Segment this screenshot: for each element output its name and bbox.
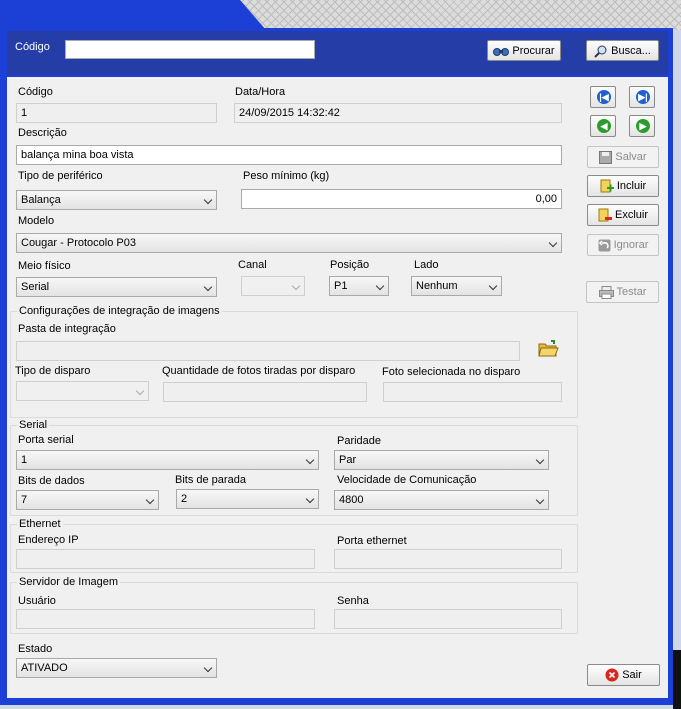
estado-label: Estado — [18, 643, 53, 655]
qtd-field[interactable] — [163, 382, 367, 402]
senha-field[interactable] — [334, 609, 562, 629]
undo-icon — [598, 239, 611, 252]
porta-ethernet-field[interactable] — [334, 549, 562, 569]
pasta-label: Pasta de integração — [18, 323, 116, 335]
servidor-group-title: Servidor de Imagem — [19, 576, 119, 588]
posicao-select[interactable] — [329, 276, 389, 296]
window-title-bar — [0, 0, 266, 30]
excluir-button[interactable] — [587, 204, 659, 226]
estado-value: ATIVADO — [21, 662, 68, 674]
chevron-down-icon — [146, 496, 154, 504]
chevron-down-icon — [376, 282, 384, 290]
chevron-down-icon — [306, 495, 314, 503]
porta-ethernet-label: Porta ethernet — [337, 535, 407, 547]
search-codigo-label: Código — [15, 41, 50, 53]
velocidade-select[interactable] — [334, 490, 549, 510]
bits-dados-select[interactable] — [16, 490, 159, 510]
busca-label: Busca... — [611, 44, 651, 57]
search-codigo-input[interactable] — [65, 40, 315, 59]
next-record-icon: ▶ — [636, 119, 650, 133]
previous-record-button[interactable] — [590, 115, 616, 137]
last-record-button[interactable] — [629, 86, 655, 108]
ignorar-button[interactable] — [587, 234, 659, 256]
usuario-label: Usuário — [18, 595, 56, 607]
chevron-down-icon — [204, 196, 212, 204]
chevron-down-icon — [306, 456, 314, 464]
posicao-value: P1 — [334, 280, 348, 292]
serial-group-title: Serial — [19, 419, 48, 431]
chevron-down-icon — [292, 282, 300, 290]
posicao-label: Posição — [330, 259, 370, 271]
porta-serial-label: Porta serial — [18, 434, 74, 446]
add-document-icon — [600, 179, 614, 194]
floppy-disk-icon — [599, 151, 612, 164]
lado-label: Lado — [414, 259, 439, 271]
canal-label: Canal — [238, 259, 267, 271]
senha-label: Senha — [337, 595, 369, 607]
foto-label: Foto selecionada no disparo — [382, 366, 521, 378]
delete-document-icon — [598, 208, 612, 223]
modelo-select[interactable] — [16, 233, 562, 253]
ethernet-group-title: Ethernet — [19, 518, 61, 530]
first-record-icon: |◀ — [597, 90, 611, 104]
next-record-button[interactable] — [629, 115, 655, 137]
chevron-down-icon — [549, 239, 557, 247]
chevron-down-icon — [204, 283, 212, 291]
previous-record-icon: ◀ — [597, 119, 611, 133]
modelo-label: Modelo — [18, 215, 55, 227]
salvar-button[interactable] — [587, 146, 659, 168]
sair-button[interactable] — [587, 664, 660, 686]
disparo-select[interactable] — [16, 381, 149, 401]
open-folder-icon — [537, 339, 559, 359]
meio-value: Serial — [21, 281, 50, 293]
chevron-down-icon — [536, 456, 544, 464]
lado-select[interactable] — [411, 276, 502, 296]
chevron-down-icon — [136, 387, 144, 395]
imagens-group-title: Configurações de integração de imagens — [19, 305, 220, 317]
modelo-value: Cougar - Protocolo P03 — [21, 237, 136, 249]
descricao-label: Descrição — [18, 127, 67, 139]
bits-parada-label: Bits de parada — [175, 474, 246, 486]
bits-dados-label: Bits de dados — [18, 475, 85, 487]
qtd-label: Quantidade de fotos tiradas por disparo — [162, 365, 356, 377]
paridade-label: Paridade — [337, 435, 382, 447]
bits-parada-value: 2 — [181, 493, 188, 505]
ip-label: Endereço IP — [18, 534, 79, 546]
ignorar-label: Ignorar — [613, 239, 649, 251]
procurar-label: Procurar — [512, 44, 555, 57]
last-record-icon: ▶| — [636, 90, 650, 104]
datahora-field[interactable]: 24/09/2015 14:32:42 — [234, 103, 562, 123]
codigo-field[interactable]: 1 — [16, 103, 217, 123]
velocidade-value: 4800 — [339, 494, 364, 506]
bits-dados-value: 7 — [21, 494, 28, 506]
tipo-label: Tipo de periférico — [18, 170, 103, 182]
desktop-taskbar-strip — [673, 650, 681, 709]
descricao-field[interactable]: balança mina boa vista — [16, 145, 562, 165]
lado-value: Nenhum — [416, 280, 458, 292]
magnifier-icon — [594, 44, 608, 58]
pasta-field[interactable] — [16, 341, 520, 361]
chevron-down-icon — [536, 496, 544, 504]
datahora-label: Data/Hora — [235, 86, 286, 98]
printer-icon — [599, 286, 614, 299]
background-pattern — [235, 0, 681, 30]
porta-serial-value: 1 — [21, 454, 28, 466]
busca-button[interactable] — [586, 40, 659, 61]
foto-field[interactable] — [383, 382, 562, 402]
testar-label: Testar — [616, 286, 647, 298]
tipo-value: Balança — [21, 194, 61, 206]
peso-label: Peso mínimo (kg) — [243, 170, 330, 182]
incluir-label: Incluir — [616, 180, 647, 192]
testar-button[interactable] — [586, 281, 659, 303]
disparo-label: Tipo de disparo — [15, 365, 91, 377]
paridade-value: Par — [339, 454, 357, 466]
meio-label: Meio físico — [18, 260, 71, 272]
binoculars-icon — [493, 45, 509, 57]
first-record-button[interactable] — [590, 86, 616, 108]
chevron-down-icon — [204, 664, 212, 672]
usuario-field[interactable] — [16, 609, 315, 629]
codigo-label: Código — [18, 86, 53, 98]
ip-field[interactable] — [16, 549, 315, 569]
excluir-label: Excluir — [614, 209, 648, 221]
estado-select[interactable] — [16, 658, 217, 678]
salvar-label: Salvar — [615, 151, 647, 163]
velocidade-label: Velocidade de Comunicação — [337, 474, 477, 486]
tipo-select[interactable] — [16, 190, 217, 210]
paridade-select[interactable] — [334, 450, 549, 470]
meio-select[interactable] — [16, 277, 217, 297]
porta-serial-select[interactable] — [16, 450, 319, 470]
incluir-button[interactable] — [587, 175, 659, 197]
canal-select[interactable] — [241, 276, 305, 296]
procurar-button[interactable] — [487, 40, 561, 61]
peso-field[interactable]: 0,00 — [241, 189, 562, 209]
close-circle-icon — [605, 668, 619, 682]
sair-label: Sair — [622, 669, 642, 681]
chevron-down-icon — [489, 282, 497, 290]
bits-parada-select[interactable] — [176, 489, 319, 509]
pasta-browse-button[interactable] — [537, 339, 561, 361]
